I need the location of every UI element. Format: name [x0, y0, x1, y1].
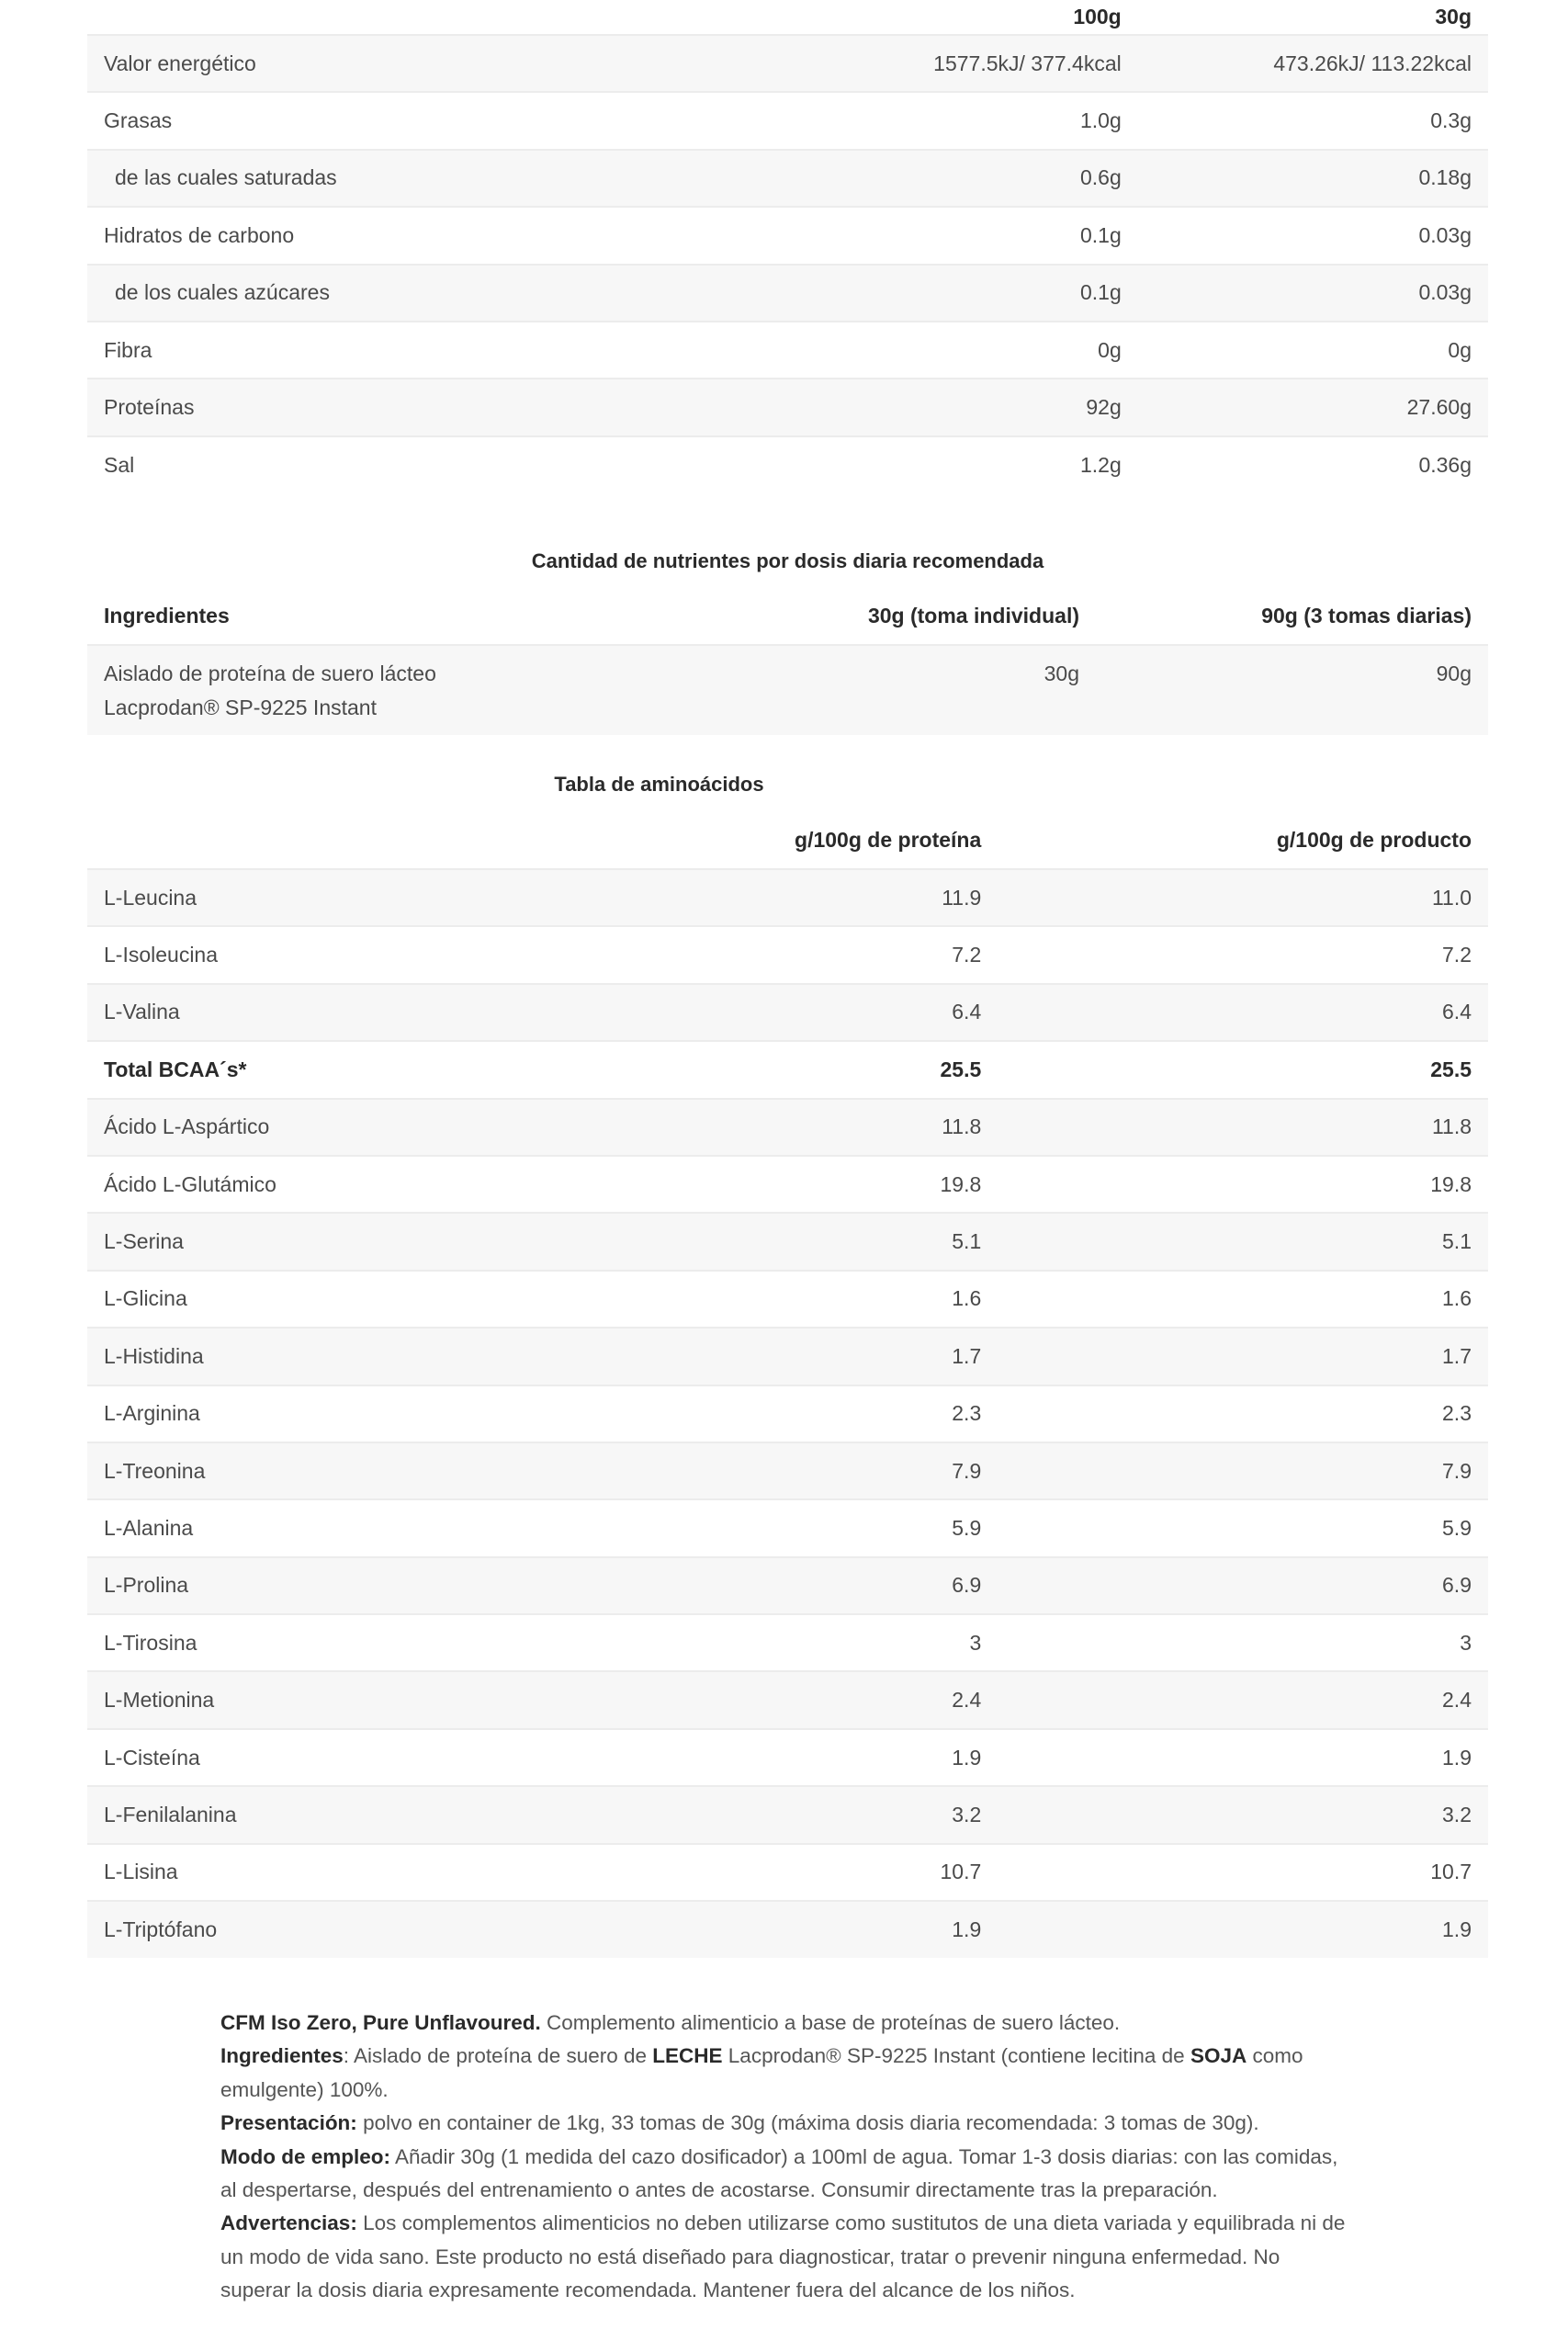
amino-row-label: L-Serina [104, 1229, 184, 1254]
nutrition-col-30g: 30g [1435, 5, 1472, 28]
amino-row-label: L-Prolina [104, 1573, 189, 1598]
nutrition-row [87, 379, 1488, 435]
amino-row [87, 1041, 1488, 1098]
amino-row [87, 926, 1488, 983]
nutrition-col-100g: 100g [1073, 5, 1122, 28]
amino-row [87, 1729, 1488, 1786]
amino-row-value-2: 2.4 [1442, 1688, 1472, 1713]
amino-row-value-1: 19.8 [940, 1171, 982, 1196]
amino-row-label: L-Triptófano [104, 1917, 218, 1942]
amino-row-value-1: 11.8 [942, 1114, 982, 1139]
amino-row-value-2: 1.9 [1442, 1917, 1472, 1942]
amino-row-value-1: 1.9 [952, 1917, 982, 1942]
amino-row-label: L-Metionina [104, 1688, 215, 1713]
nutrition-row-label: Valor energético [104, 51, 256, 75]
amino-row-value-1: 7.2 [952, 943, 982, 967]
amino-row-value-1: 2.4 [952, 1688, 982, 1713]
nutrition-row-value-1: 0.6g [1079, 165, 1122, 190]
amino-row-value-2: 2.3 [1442, 1401, 1472, 1426]
amino-row [87, 1786, 1488, 1843]
amino-row [87, 1844, 1488, 1901]
amino-row-value-1: 6.9 [952, 1573, 982, 1598]
amino-row-value-2: 1.6 [1442, 1286, 1472, 1311]
daily-header-single: 30g (toma individual) [867, 604, 1079, 628]
nutrition-row-value-2: 0.03g [1418, 280, 1472, 305]
daily-ingredient [87, 645, 788, 735]
amino-row-label: L-Tirosina [104, 1630, 197, 1655]
daily-value-single: 30g [1043, 662, 1079, 685]
notes-usage: Modo de empleo: Añadir 30g (1 medida del cazo dosificador) a 100ml de agua. Tomar 1-3 dosis diarias: con las comidas, al despertarse, después del entrenamiento o antes de acostarse. Consumir directamente tras la preparación. [220, 2144, 1338, 2202]
amino-row-value-1: 11.9 [942, 885, 982, 910]
amino-row-value-1: 3 [969, 1630, 982, 1655]
daily-header-three: 90g (3 tomas diarias) [1261, 604, 1472, 628]
amino-table [87, 812, 1488, 1958]
amino-row-label: L-Treonina [104, 1458, 206, 1483]
amino-row-value-2: 7.2 [1442, 943, 1472, 967]
amino-row-value-1: 5.1 [952, 1229, 982, 1254]
nutrition-row-label: Grasas [104, 108, 173, 133]
amino-row-value-2: 6.9 [1442, 1573, 1472, 1598]
amino-row-label: Ácido L-Glutámico [104, 1171, 276, 1196]
amino-row-label: L-Histidina [104, 1343, 204, 1368]
nutrition-row-value-2: 27.60g [1406, 395, 1472, 420]
nutrition-row-value-2: 0g [1448, 337, 1472, 362]
product-notes [220, 2007, 1350, 2308]
amino-row [87, 1271, 1488, 1328]
amino-row-value-2: 7.9 [1442, 1458, 1472, 1483]
amino-row-value-2: 19.8 [1430, 1171, 1472, 1196]
amino-row-label: L-Valina [104, 1000, 180, 1024]
nutrition-row [87, 265, 1488, 322]
amino-row-label: Ácido L-Aspártico [104, 1114, 270, 1139]
daily-table [87, 588, 1488, 735]
nutrition-row-value-1: 0.1g [1079, 280, 1122, 305]
nutrition-row-value-1: 0.1g [1079, 222, 1122, 247]
nutrition-row-value-2: 0.18g [1418, 165, 1472, 190]
amino-row-value-2: 1.7 [1442, 1343, 1472, 1368]
amino-row [87, 1099, 1488, 1156]
amino-row [87, 1557, 1488, 1614]
nutrition-row-label: Proteínas [104, 395, 195, 420]
amino-row [87, 1442, 1488, 1499]
amino-row-value-1: 3.2 [952, 1802, 982, 1826]
amino-row-label: Total BCAA´s* [104, 1057, 247, 1081]
amino-row-value-1: 1.7 [952, 1343, 982, 1368]
amino-row-value-1: 7.9 [952, 1458, 982, 1483]
amino-header-row [87, 812, 1488, 869]
nutrition-row-value-2: 0.03g [1418, 222, 1472, 247]
amino-row [87, 1213, 1488, 1270]
notes-presentation: Presentación: polvo en container de 1kg, 33 tomas de 30g (máxima dosis diaria recomendada: 3 tomas de 30g). [220, 2111, 1259, 2135]
notes-warnings: Advertencias: Los complementos alimenticios no deben utilizarse como sustitutos de una dieta variada y equilibrada ni de un modo de vida sano. Este producto no está diseñado para diagnosticar, tratar o prevenir ninguna enfermedad. No superar la dosis diaria expresamente recomendada. Mantener fuera del alcance de los niños. [220, 2211, 1346, 2302]
nutrition-row-value-1: 1.0g [1079, 108, 1122, 133]
nutrition-table [87, 0, 1488, 493]
amino-row-value-2: 25.5 [1430, 1057, 1472, 1081]
nutrition-row [87, 322, 1488, 379]
amino-row-label: L-Isoleucina [104, 943, 219, 967]
nutrition-row-value-1: 1577.5kJ/ 377.4kcal [933, 51, 1122, 75]
amino-row-value-2: 6.4 [1442, 1000, 1472, 1024]
amino-row-label: L-Leucina [104, 885, 197, 910]
amino-row [87, 1671, 1488, 1728]
amino-row-label: L-Alanina [104, 1515, 194, 1540]
amino-row [87, 984, 1488, 1041]
amino-row-label: L-Arginina [104, 1401, 200, 1426]
amino-row-value-1: 1.9 [952, 1745, 982, 1770]
daily-table-title: Cantidad de nutrientes por dosis diaria recomendada [531, 549, 1044, 572]
nutrition-row-label: Sal [104, 452, 135, 477]
nutrition-row [87, 436, 1488, 493]
nutrition-row [87, 150, 1488, 207]
amino-row-value-2: 1.9 [1442, 1745, 1472, 1770]
nutrition-row-label: Fibra [104, 337, 152, 362]
amino-row [87, 1156, 1488, 1213]
nutrition-header-row [87, 0, 1488, 35]
nutrition-row-value-1: 0g [1098, 337, 1122, 362]
notes-product: CFM Iso Zero, Pure Unflavoured. Complemento alimenticio a base de proteínas de suero lácteo. [220, 2011, 1121, 2034]
daily-value-three: 90g [1436, 662, 1472, 685]
amino-row-value-2: 11.8 [1431, 1114, 1472, 1139]
amino-row-label: L-Glicina [104, 1286, 187, 1311]
nutrition-row-value-2: 0.36g [1418, 452, 1472, 477]
nutrition-row [87, 92, 1488, 149]
daily-header-ingredients: Ingredientes [104, 604, 230, 628]
amino-header-product: g/100g de producto [1276, 828, 1472, 852]
nutrition-row-value-1: 1.2g [1079, 452, 1122, 477]
daily-ingredient-line1: Aislado de proteína de suero lácteo [104, 662, 436, 685]
amino-row-value-2: 10.7 [1430, 1860, 1472, 1884]
daily-header-row [87, 588, 1488, 645]
nutrition-row-value-2: 0.3g [1430, 108, 1472, 133]
amino-row [87, 1328, 1488, 1385]
amino-table-title: Tabla de aminoácidos [554, 773, 764, 796]
amino-row-value-1: 5.9 [952, 1515, 982, 1540]
amino-row-value-2: 3 [1460, 1630, 1472, 1655]
nutrition-row-label: de los cuales azúcares [115, 280, 330, 305]
amino-row [87, 1385, 1488, 1442]
amino-row [87, 1614, 1488, 1671]
amino-row-label: L-Cisteína [104, 1745, 200, 1770]
amino-row [87, 1499, 1488, 1556]
nutrition-row-value-2: 473.26kJ/ 113.22kcal [1273, 51, 1472, 75]
daily-row [87, 645, 1488, 735]
amino-row-value-1: 1.6 [952, 1286, 982, 1311]
daily-ingredient-line2: Lacprodan® SP-9225 Instant [104, 695, 377, 719]
nutrition-row-label: Hidratos de carbono [104, 222, 295, 247]
amino-row-value-2: 3.2 [1442, 1802, 1472, 1826]
amino-row-label: L-Fenilalanina [104, 1802, 237, 1826]
amino-row-value-2: 5.9 [1442, 1515, 1472, 1540]
notes-ingredients: Ingredientes: Aislado de proteína de suero de LECHE Lacprodan® SP-9225 Instant (contiene lecitina de SOJA como emulgente) 100%. [220, 2044, 1303, 2101]
amino-row-label: L-Lisina [104, 1860, 178, 1884]
amino-row-value-1: 6.4 [952, 1000, 982, 1024]
nutrition-row [87, 35, 1488, 92]
amino-row-value-1: 25.5 [940, 1057, 982, 1081]
amino-row-value-1: 2.3 [952, 1401, 982, 1426]
amino-row [87, 1901, 1488, 1958]
amino-header-protein: g/100g de proteína [795, 828, 982, 852]
amino-row-value-2: 11.0 [1431, 885, 1472, 910]
nutrition-row [87, 207, 1488, 264]
nutrition-row-label: de las cuales saturadas [115, 165, 337, 190]
amino-row-value-1: 10.7 [940, 1860, 982, 1884]
amino-row-value-2: 5.1 [1442, 1229, 1472, 1254]
nutrition-row-value-1: 92g [1086, 395, 1122, 420]
amino-row [87, 869, 1488, 926]
